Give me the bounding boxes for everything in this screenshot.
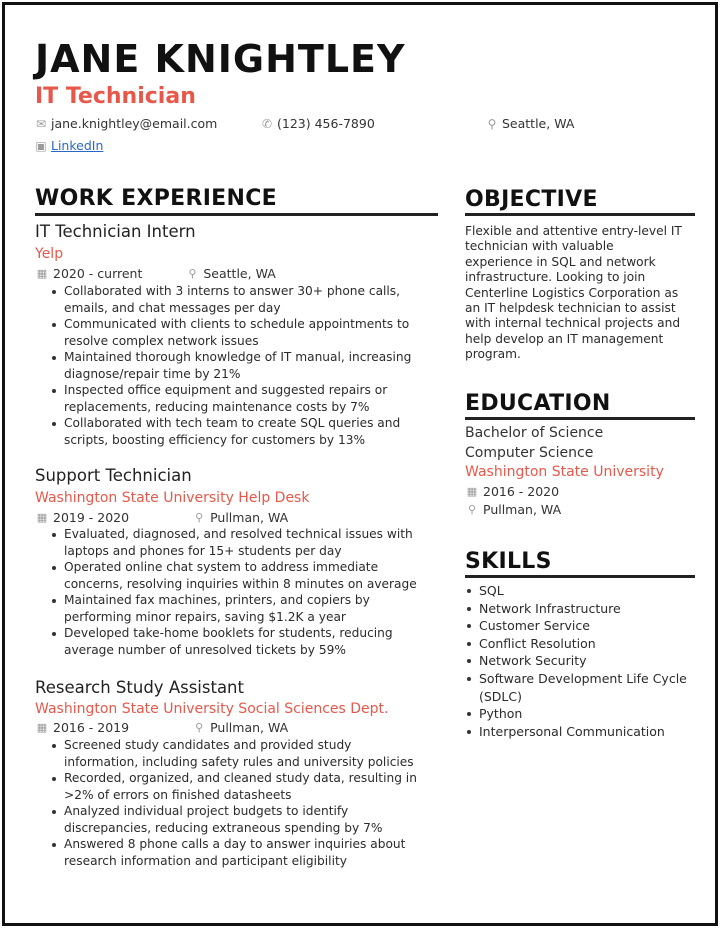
list-item: Answered 8 phone calls a day to answer inquiries about research information and participant eligibility bbox=[50, 836, 445, 869]
job-bullets bbox=[50, 283, 445, 448]
list-item: SQL bbox=[465, 582, 705, 600]
contact-linkedin[interactable] bbox=[35, 138, 103, 154]
list-item: Evaluated, diagnosed, and resolved technical issues with laptops and phones for 15+ students per day bbox=[50, 526, 445, 559]
list-item: Maintained thorough knowledge of IT manual, increasing diagnose/repair time by 21% bbox=[50, 349, 445, 382]
calendar-icon: ▦ bbox=[36, 267, 48, 280]
list-item: Interpersonal Communication bbox=[465, 723, 705, 741]
job-dates: 2016 - 2019 bbox=[53, 720, 130, 735]
candidate-name: JANE KNIGHTLEY bbox=[35, 37, 406, 81]
job-meta bbox=[36, 510, 288, 526]
list-item: Software Development Life Cycle (SDLC) bbox=[465, 670, 705, 705]
education-location: ⚲ Pullman, WA bbox=[467, 502, 562, 517]
contact-email[interactable] bbox=[35, 116, 217, 132]
map-pin-icon: ⚲ bbox=[467, 503, 477, 516]
contact-location bbox=[486, 116, 574, 132]
envelope-icon: ✉ bbox=[35, 117, 47, 131]
list-item: Python bbox=[465, 705, 705, 723]
list-item: Analyzed individual project budgets to identify discrepancies, reducing extraneous spending by 7% bbox=[50, 803, 445, 836]
list-item: Recorded, organized, and cleaned study data, resulting in >2% of errors on finished datasheets bbox=[50, 770, 445, 803]
objective-text: Flexible and attentive entry-level IT technician with valuable experience in SQL and network infrastructure. Looking to join Centerline Logistics Corporation as an IT helpdesk technician to assist with internal technical projects and help develop an IT management program. bbox=[465, 224, 682, 362]
list-item: Collaborated with tech team to create SQL queries and scripts, boosting efficiency for customers by 13% bbox=[50, 415, 445, 448]
phone-text: (123) 456-7890 bbox=[277, 116, 375, 131]
job-company: Washington State University Help Desk bbox=[35, 490, 310, 506]
list-item: Network Security bbox=[465, 652, 705, 670]
list-item: Network Infrastructure bbox=[465, 600, 705, 618]
job-dates: 2019 - 2020 bbox=[53, 510, 130, 525]
skills-heading: SKILLS bbox=[465, 549, 552, 574]
phone-icon: ✆ bbox=[261, 117, 273, 131]
job-location: Pullman, WA bbox=[210, 720, 289, 735]
job-location: Seattle, WA bbox=[203, 266, 276, 281]
degree: Bachelor of Science bbox=[465, 425, 604, 441]
education-heading: EDUCATION bbox=[465, 391, 611, 416]
objective-heading: OBJECTIVE bbox=[465, 187, 598, 212]
job-title: Support Technician bbox=[35, 466, 192, 485]
job-bullets bbox=[50, 737, 445, 869]
contact-phone bbox=[261, 116, 375, 132]
list-item: Operated online chat system to address immediate concerns, resolving inquiries within 8 minutes on average bbox=[50, 559, 445, 592]
section-divider bbox=[35, 213, 438, 216]
job-meta bbox=[36, 266, 276, 282]
job-meta bbox=[36, 720, 288, 736]
email-text: jane.knightley@email.com bbox=[51, 116, 218, 131]
list-item: Developed take-home booklets for students, reducing average number of unresolved tickets by 59% bbox=[50, 625, 445, 658]
calendar-icon: ▦ bbox=[466, 485, 478, 498]
job-company: Yelp bbox=[35, 246, 64, 262]
skills-list bbox=[465, 582, 705, 740]
section-divider bbox=[465, 417, 695, 420]
map-pin-icon: ⚲ bbox=[195, 721, 204, 734]
major: Computer Science bbox=[465, 445, 594, 461]
list-item: Maintained fax machines, printers, and copiers by performing minor repairs, saving $1.2K a year bbox=[50, 592, 445, 625]
list-item: Inspected office equipment and suggested repairs or replacements, reducing maintenance costs by 7% bbox=[50, 382, 445, 415]
job-dates: 2020 - current bbox=[53, 266, 143, 281]
list-item: Communicated with clients to schedule appointments to resolve complex network issues bbox=[50, 316, 445, 349]
education-dates: ▦ 2016 - 2020 bbox=[466, 484, 560, 499]
list-item: Collaborated with 3 interns to answer 30+ phone calls, emails, and chat messages per day bbox=[50, 283, 445, 316]
job-title: IT Technician Intern bbox=[35, 222, 196, 241]
map-pin-icon: ⚲ bbox=[195, 511, 204, 524]
list-item: Screened study candidates and provided study information, including safety rules and university policies bbox=[50, 737, 445, 770]
job-location: Pullman, WA bbox=[210, 510, 289, 525]
job-bullets bbox=[50, 526, 445, 658]
list-item: Conflict Resolution bbox=[465, 635, 705, 653]
location-text: Seattle, WA bbox=[502, 116, 575, 131]
section-divider bbox=[465, 575, 695, 578]
map-pin-icon: ⚲ bbox=[188, 267, 197, 280]
calendar-icon: ▦ bbox=[36, 721, 48, 734]
resume-page bbox=[2, 2, 718, 926]
candidate-role: IT Technician bbox=[35, 84, 196, 109]
map-pin-icon: ⚲ bbox=[487, 117, 497, 131]
job-title: Research Study Assistant bbox=[35, 678, 244, 697]
calendar-icon: ▦ bbox=[36, 511, 48, 524]
job-company: Washington State University Social Sciences Dept. bbox=[35, 701, 389, 717]
work-experience-heading: WORK EXPERIENCE bbox=[35, 186, 277, 211]
section-divider bbox=[465, 213, 695, 216]
linkedin-link[interactable]: LinkedIn bbox=[51, 138, 104, 153]
list-item: Customer Service bbox=[465, 617, 705, 635]
school: Washington State University bbox=[465, 464, 664, 480]
linkedin-icon: ▣ bbox=[35, 139, 47, 153]
